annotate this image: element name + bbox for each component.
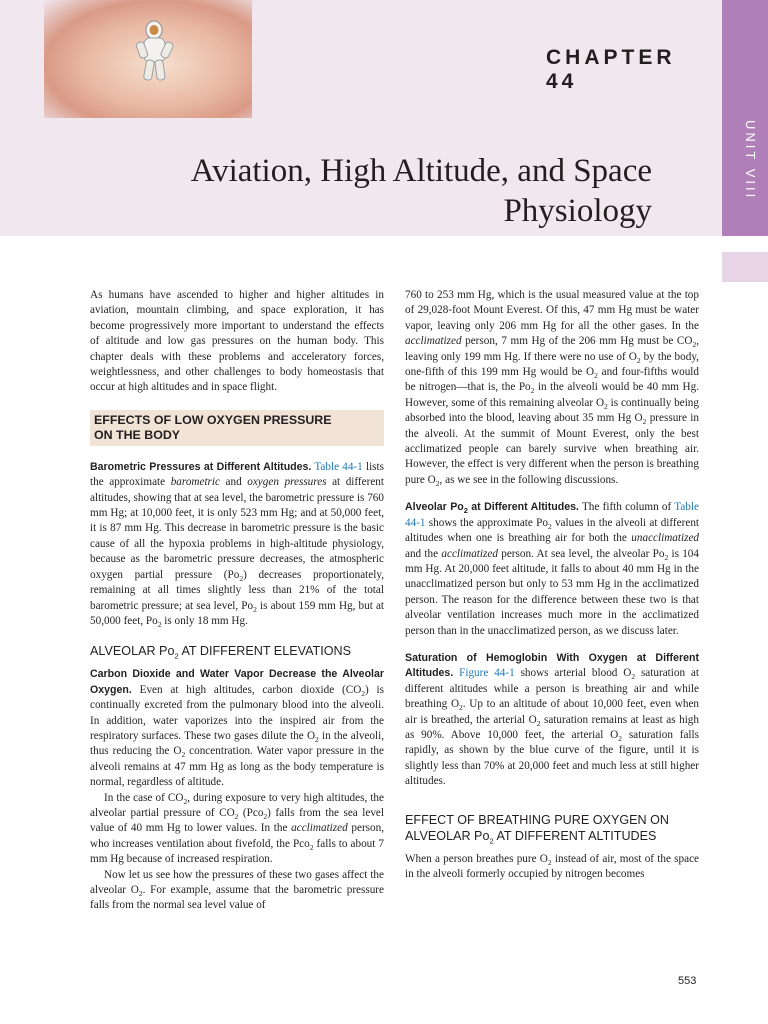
- everest-paragraph: [405, 288, 699, 488]
- section-heading-line-2: ON THE BODY: [94, 427, 181, 442]
- emphasis: acclimatized: [291, 822, 348, 835]
- section-heading-line-1: EFFECTS OF LOW OXYGEN PRESSURE: [94, 412, 332, 427]
- pure-oxygen-paragraph: [405, 852, 699, 883]
- heading-line-1: EFFECT OF BREATHING PURE OXYGEN ON: [405, 812, 670, 827]
- text: When a person breathes pure O: [405, 852, 548, 865]
- subscript: 2: [174, 651, 179, 661]
- text: instead of air, most of the space in the alveoli formerly occupied by nitrogen becomes: [405, 852, 700, 880]
- emphasis: acclimatized: [441, 547, 498, 560]
- text: . For example, assume that the barometric pressure falls from the normal sea level value of: [90, 884, 384, 912]
- subscript: 2: [435, 479, 440, 489]
- text: concentration. Water vapor pressure in the alveoli remains at 47 mm Hg as long as the body temperature is normal, regardless of altitude.: [90, 745, 384, 789]
- text: Even at high altitudes, carbon dioxide (CO: [139, 683, 362, 696]
- emphasis: unacclimatized: [631, 532, 700, 545]
- text: is 104 mm Hg. At 20,000 feet altitude, it falls to about 40 mm Hg in the unacclimatized person but only to 53 mm Hg in the acclimatized person. The reason for the difference between these two is that alveolar ventilation increases much more in the acclimatized person than in the unacclimatized person, as we discuss later.: [405, 547, 699, 637]
- subscript: 2: [530, 386, 535, 396]
- left-column: [90, 288, 384, 914]
- chapter-label: CHAPTER 44: [546, 46, 676, 93]
- intro-paragraph: As humans have ascended to higher and higher altitudes in aviation, mountain climbing, and space exploration, it has become progressively more important to understand the effects of altitude and low gas pressures on the human body. This chapter deals with these problems and acceleratory forces, weightlessness, and other challenges to body homeostasis that occur at high altitudes and in space flight.: [90, 289, 384, 394]
- text: ) falls from the sea level value of 40 mm Hg to lower values. In the: [90, 806, 384, 835]
- subscript: 2: [234, 812, 239, 822]
- unit-label: UNIT VIII: [743, 120, 758, 201]
- text: lists the approximate: [90, 460, 385, 489]
- subscript: 2: [253, 604, 257, 614]
- heading-text: AT DIFFERENT ALTITUDES: [493, 828, 657, 843]
- text: . Up to an altitude of about 10,000 feet, even when air is breathed, the arterial O: [405, 698, 700, 726]
- text: at different altitudes, showing that at sea level, the barometric pressure is 760 mm Hg; at 10,000 feet, it is only 523 mm Hg; and at 50,000 feet, it is 87 mm Hg. This decrease in barometric pressure is the basic cause of all the hypoxia problems in high-altitude physiology, because as the barometric pressure decreases, the atmospheric oxygen partial pressure (Po: [90, 476, 385, 581]
- lead-text: at Different Altitudes.: [467, 501, 579, 514]
- subscript: 2: [547, 857, 552, 867]
- text: 760 to 253 mm Hg, which is the usual measured value at the top of 29,028-foot Mount Everest. Of this, 47 mm Hg must be water vapor, leaving only 206 mm Hg for all the other gases. In the: [405, 289, 699, 332]
- text: falls to about 7 mm Hg because of increased respiration.: [90, 837, 384, 866]
- page-number: 553: [678, 975, 697, 987]
- text: person. At sea level, the alveolar Po: [501, 547, 665, 560]
- chapter-title: [132, 151, 652, 231]
- text: shows arterial blood O: [520, 667, 632, 680]
- heading-pure-oxygen: [405, 812, 699, 844]
- subscript: 2: [604, 402, 608, 412]
- subscript: 2: [642, 417, 647, 427]
- text: saturation remains at least as high as 90%. Above 10,000 feet, the arterial O: [405, 713, 699, 741]
- subscript: 2: [631, 672, 636, 682]
- lead-text: Alveolar Po: [405, 501, 464, 514]
- text: person, who increases ventilation about fivefold, the Pco: [90, 822, 385, 850]
- text: pressure in the alveoli. At the summit of Mount Everest, only the best acclimatized people can barely survive when breathing air. However, the effect is very different when the person is breathing pure O: [405, 412, 699, 486]
- heading-line-2: [405, 828, 699, 844]
- emphasis: barometric: [170, 476, 220, 489]
- co2-paragraph-2: [90, 791, 384, 868]
- text: ) is continually excreted from the pulmonary blood into the alveoli. In addition, water vaporizes into the inspired air from the respiratory surfaces. These two gases dilute the O: [90, 683, 385, 742]
- text: person, 7 mm Hg of the 206 mm Hg must be CO: [465, 335, 693, 348]
- saturation-paragraph: [405, 651, 699, 790]
- co2-paragraph: [90, 667, 384, 790]
- text: ) decreases proportionately, remaining at all times slightly less than 21% of the total barometric pressure; at sea level, Po: [90, 568, 385, 612]
- text: is continually being absorbed into the blood, leaving about 35 mm Hg O: [405, 396, 699, 425]
- text: The fifth column of: [581, 501, 672, 514]
- subscript: 2: [183, 796, 188, 806]
- section-heading-low-oxygen: [90, 410, 384, 446]
- subscript: 2: [459, 703, 463, 713]
- text: saturation falls rapidly, as shown by the blue curve of the figure, until it is slightly less than 70% at 20,000 feet and much less at still higher altitudes.: [405, 728, 699, 788]
- subscript: 2: [664, 552, 669, 562]
- subscript: 2: [618, 734, 622, 744]
- subscript: 2: [157, 620, 162, 630]
- text: , as we see in the following discussions.: [439, 473, 619, 486]
- co2-paragraph-3: [90, 868, 384, 914]
- text: and: [225, 476, 242, 489]
- subscript: 2: [315, 735, 319, 745]
- emphasis: acclimatized: [405, 335, 462, 348]
- text: (Pco: [242, 806, 264, 819]
- paragraph-lead: [405, 501, 579, 516]
- heading-text: ALVEOLAR Po: [405, 828, 490, 843]
- emphasis: oxygen pressures: [247, 476, 327, 489]
- text: values in the alveoli at different altitudes when one is breathing air for both the: [405, 516, 700, 545]
- unit-tab-marker: [722, 252, 768, 282]
- text: , during exposure to very high altitudes, the alveolar partial pressure of CO: [90, 791, 384, 819]
- paragraph-lead: Saturation of Hemoglobin With Oxygen at Different Altitudes.: [405, 651, 699, 680]
- astronaut-photo: [44, 0, 252, 118]
- table-link[interactable]: Table 44-1: [314, 460, 363, 473]
- subscript: 2: [309, 843, 314, 853]
- subscript: 2: [536, 718, 541, 728]
- text: saturation at different altitudes while a person is breathing air and while breathing O: [405, 667, 699, 711]
- heading-text: AT DIFFERENT ELEVATIONS: [178, 644, 352, 659]
- subscript: 2: [263, 812, 268, 822]
- chapter-header: [0, 0, 722, 236]
- subscript: 2: [463, 506, 468, 516]
- text: in the alveoli, thus reducing the O: [90, 729, 384, 758]
- text: Now let us see how the pressures of these two gases affect the alveolar O: [90, 868, 384, 896]
- text: and the: [405, 547, 439, 560]
- text: in the alveoli would be 40 mm Hg. However, some of this remaining alveolar O: [405, 381, 700, 409]
- text: and four-fifths would be nitrogen—that is, the Po: [405, 366, 700, 394]
- text: by the body, one-fifth of this 199 mm Hg would be O: [405, 350, 699, 379]
- paragraph-lead: Barometric Pressures at Different Altitudes.: [90, 460, 312, 473]
- heading-alveolar-po2: [90, 643, 384, 659]
- text: is about 159 mm Hg, but at 50,000 feet, Po: [90, 599, 385, 627]
- subscript: 2: [594, 371, 598, 381]
- right-column: [405, 288, 699, 882]
- subscript: 2: [181, 750, 186, 760]
- subscript: 2: [138, 889, 143, 899]
- subscript: 2: [361, 688, 366, 698]
- chapter-title-line-2: Physiology: [503, 193, 652, 229]
- paragraph-lead: Carbon Dioxide and Water Vapor Decrease the Alveolar Oxygen.: [90, 668, 384, 696]
- heading-text: ALVEOLAR Po: [90, 644, 175, 659]
- subscript: 2: [547, 521, 552, 531]
- figure-link[interactable]: Figure 44-1: [459, 667, 515, 680]
- subscript: 2: [636, 355, 641, 365]
- table-link[interactable]: Table 44-1: [405, 501, 699, 529]
- text: is only 18 mm Hg.: [164, 614, 248, 627]
- barometric-paragraph: [90, 460, 384, 629]
- subscript: 2: [692, 340, 697, 350]
- text: , leaving only 199 mm Hg. If there were no use of O: [405, 335, 699, 363]
- astronaut-image: [130, 20, 180, 84]
- chapter-title-line-1: Aviation, High Altitude, and Space: [190, 153, 652, 189]
- subscript: 2: [239, 573, 244, 583]
- text: In the case of CO: [104, 791, 184, 804]
- text: shows the approximate Po: [428, 516, 548, 529]
- subscript: 2: [489, 836, 494, 846]
- alveolar-po2-paragraph: [405, 500, 699, 639]
